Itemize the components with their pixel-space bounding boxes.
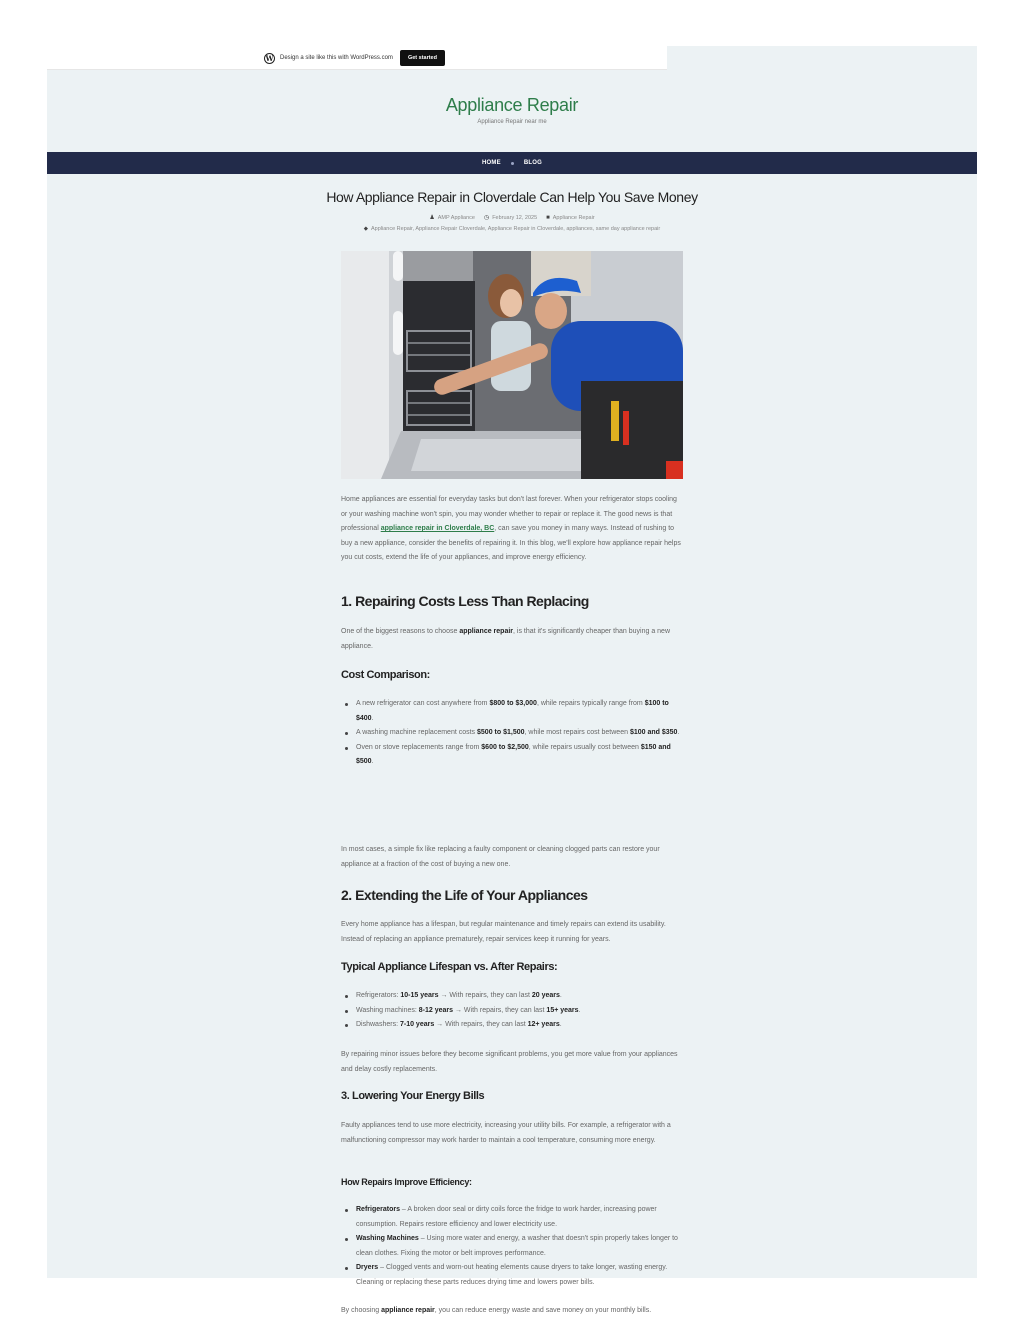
folder-icon: ■ <box>546 214 550 221</box>
post-date[interactable]: February 12, 2025 <box>492 215 538 221</box>
post-tags-list[interactable]: Appliance Repair, Appliance Repair Cloverdale, Appliance Repair in Cloverdale, appliances, same day appliance repair <box>371 226 661 232</box>
user-icon: ♟ <box>429 215 435 221</box>
list-item: Dryers – Clogged vents and worn-out heating elements cause dryers to take longer, wasting energy. Cleaning or replacing these parts reduces drying time and lowers power bills. <box>341 1261 683 1290</box>
site-tagline: Appliance Repair near me <box>477 119 547 125</box>
page <box>47 46 977 1314</box>
get-started-button[interactable]: Get started <box>400 50 445 66</box>
list-item: Washing Machines – Using more water and energy, a washer that doesn't spin properly takes longer to clean clothes. Fixing the motor or belt improves performance. <box>341 1232 683 1261</box>
cost-comparison-list <box>341 697 683 770</box>
nav-home-link[interactable]: HOME <box>482 160 501 166</box>
post-meta <box>47 214 977 221</box>
nav-blog-link[interactable]: BLOG <box>523 160 542 166</box>
site-title[interactable]: Appliance Repair <box>445 95 579 115</box>
list-item: A new refrigerator can cost anywhere from $800 to $3,000, while repairs typically range from $100 to $400. <box>341 697 683 726</box>
section-2-paragraph: Every home appliance has a lifespan, but regular maintenance and timely repairs can extend its usability. Instead of replacing an appliance prematurely, repair services keep it running for years. <box>341 921 666 943</box>
wordpress-logo-icon[interactable]: W <box>265 53 274 63</box>
nav-separator <box>511 162 514 165</box>
section-heading-3: 3. Lowering Your Energy Bills <box>341 1090 485 1102</box>
wordpress-banner <box>47 46 667 70</box>
cost-comparison-heading: Cost Comparison: <box>341 669 430 681</box>
section-3-closing: By choosing appliance repair, you can reduce energy waste and save money on your monthly bills. <box>341 1307 652 1314</box>
service-area-link[interactable]: appliance repair in Cloverdale, BC <box>380 525 495 532</box>
technician-repairing-dishwasher-photo <box>341 251 683 479</box>
list-item: Dishwashers: 7-10 years → With repairs, they can last 12+ years. <box>341 1018 683 1033</box>
list-item: A washing machine replacement costs $500 to $1,500, while most repairs cost between $100 and $350. <box>341 726 683 741</box>
list-item: Washing machines: 8-12 years → With repairs, they can last 15+ years. <box>341 1004 683 1019</box>
intro-paragraph: Home appliances are essential for everyday tasks but don't last forever. When your refrigerator stops cooling or your washing machine won't spin, you may wonder whether to repair or replace it. The good news is that professional appliance repair in Cloverdale, BC, can save you money in many ways. Instead of rushing to buy a new appliance, consider the benefits of repairing it. In this blog, we'll explore how appliance repair helps you cut costs, extend the life of your appliances, and improve energy efficiency. <box>341 496 681 561</box>
list-item: Oven or stove replacements range from $600 to $2,500, while repairs usually cost between $150 and $500. <box>341 741 683 770</box>
efficiency-list <box>341 1203 683 1290</box>
main-navigation <box>47 152 977 174</box>
section-heading-1: 1. Repairing Costs Less Than Replacing <box>341 593 589 609</box>
clock-icon: ◷ <box>483 215 490 221</box>
post-category[interactable]: Appliance Repair <box>552 214 595 221</box>
list-item: Refrigerators – A broken door seal or dirty coils force the fridge to work harder, increasing power consumption. Repairs restore efficiency and lower electricity use. <box>341 1203 683 1232</box>
featured-image <box>341 251 683 479</box>
section-1-closing: In most cases, a simple fix like replacing a faulty component or cleaning clogged parts can restore your appliance at a fraction of the cost of buying a new one. <box>341 846 660 868</box>
section-3-paragraph: Faulty appliances tend to use more electricity, increasing your utility bills. For example, a refrigerator with a malfunctioning compressor may work harder to maintain a cool temperature, consuming more energy. <box>341 1122 671 1144</box>
tag-icon: ◆ <box>363 226 368 232</box>
section-heading-2: 2. Extending the Life of Your Appliances <box>341 887 588 903</box>
efficiency-heading: How Repairs Improve Efficiency: <box>341 1177 472 1187</box>
post-author[interactable]: AMP Appliance <box>437 215 475 221</box>
section-1-paragraph: One of the biggest reasons to choose appliance repair, is that it's significantly cheaper than buying a new appliance. <box>341 628 670 650</box>
post-tags <box>47 226 977 232</box>
lifespan-list <box>341 989 683 1033</box>
lifespan-heading: Typical Appliance Lifespan vs. After Repairs: <box>341 961 558 973</box>
wordpress-banner-text[interactable]: Design a site like this with WordPress.com <box>280 55 393 61</box>
post-title: How Appliance Repair in Cloverdale Can Help You Save Money <box>326 189 698 205</box>
list-item: Refrigerators: 10-15 years → With repairs, they can last 20 years. <box>341 989 683 1004</box>
section-2-closing: By repairing minor issues before they become significant problems, you get more value from your appliances and delay costly replacements. <box>341 1051 678 1073</box>
